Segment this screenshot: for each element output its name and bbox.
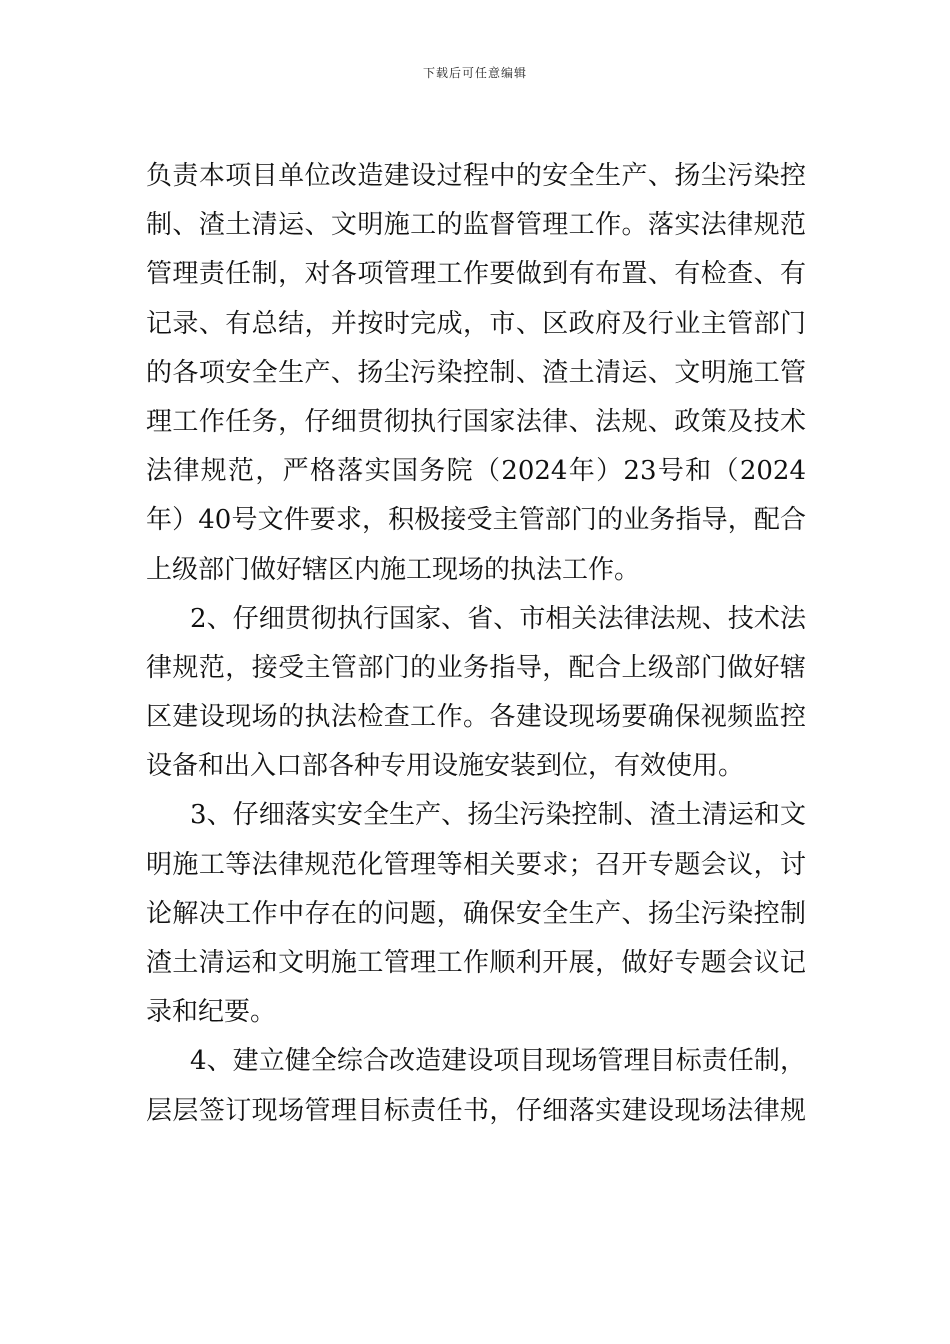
text-line: 3、仔细落实安全生产、扬尘污染控制、渣土清运和文 — [190, 800, 806, 831]
text-line: 管理责任制，对各项管理工作要做到有布置、有检查、有 — [146, 259, 806, 290]
text-line: 设备和出入口部各种专用设施安装到位，有效使用。 — [146, 751, 745, 782]
text-line: 制、渣土清运、文明施工的监督管理工作。落实法律规范 — [146, 210, 806, 241]
text-line: 区建设现场的执法检查工作。各建设现场要确保视频监控 — [146, 702, 806, 733]
document-body — [146, 152, 806, 1136]
text-line: 明施工等法律规范化管理等相关要求；召开专题会议，讨 — [146, 849, 806, 880]
text-line: 理工作任务，仔细贯彻执行国家法律、法规、政策及技术 — [146, 406, 806, 437]
text-line: 律规范，接受主管部门的业务指导，配合上级部门做好辖 — [146, 652, 806, 683]
text-line: 记录、有总结，并按时完成，市、区政府及行业主管部门 — [146, 308, 806, 339]
paragraph — [146, 791, 806, 1037]
text-line: 上级部门做好辖区内施工现场的执法工作。 — [146, 554, 641, 585]
paragraph — [146, 152, 806, 595]
text-line: 的各项安全生产、扬尘污染控制、渣土清运、文明施工管 — [146, 357, 806, 388]
paragraph — [146, 1037, 806, 1135]
text-line: 负责本项目单位改造建设过程中的安全生产、扬尘污染控 — [146, 161, 806, 191]
text-line: 2、仔细贯彻执行国家、省、市相关法律法规、技术法 — [190, 603, 806, 634]
paragraph — [146, 595, 806, 792]
text-line: 论解决工作中存在的问题，确保安全生产、扬尘污染控制 — [146, 898, 806, 929]
text-line: 录和纪要。 — [146, 997, 277, 1028]
page-header: 下载后可任意编辑 — [422, 66, 527, 80]
text-line: 层层签订现场管理目标责任书，仔细落实建设现场法律规 — [146, 1095, 806, 1126]
text-line: 4、建立健全综合改造建设项目现场管理目标责任制， — [190, 1046, 806, 1077]
text-line: 法律规范，严格落实国务院（2024年）23号和（2024 — [146, 456, 806, 487]
text-line: 渣土清运和文明施工管理工作顺利开展，做好专题会议记 — [146, 948, 806, 978]
text-line: 年）40号文件要求，积极接受主管部门的业务指导，配合 — [146, 505, 806, 536]
